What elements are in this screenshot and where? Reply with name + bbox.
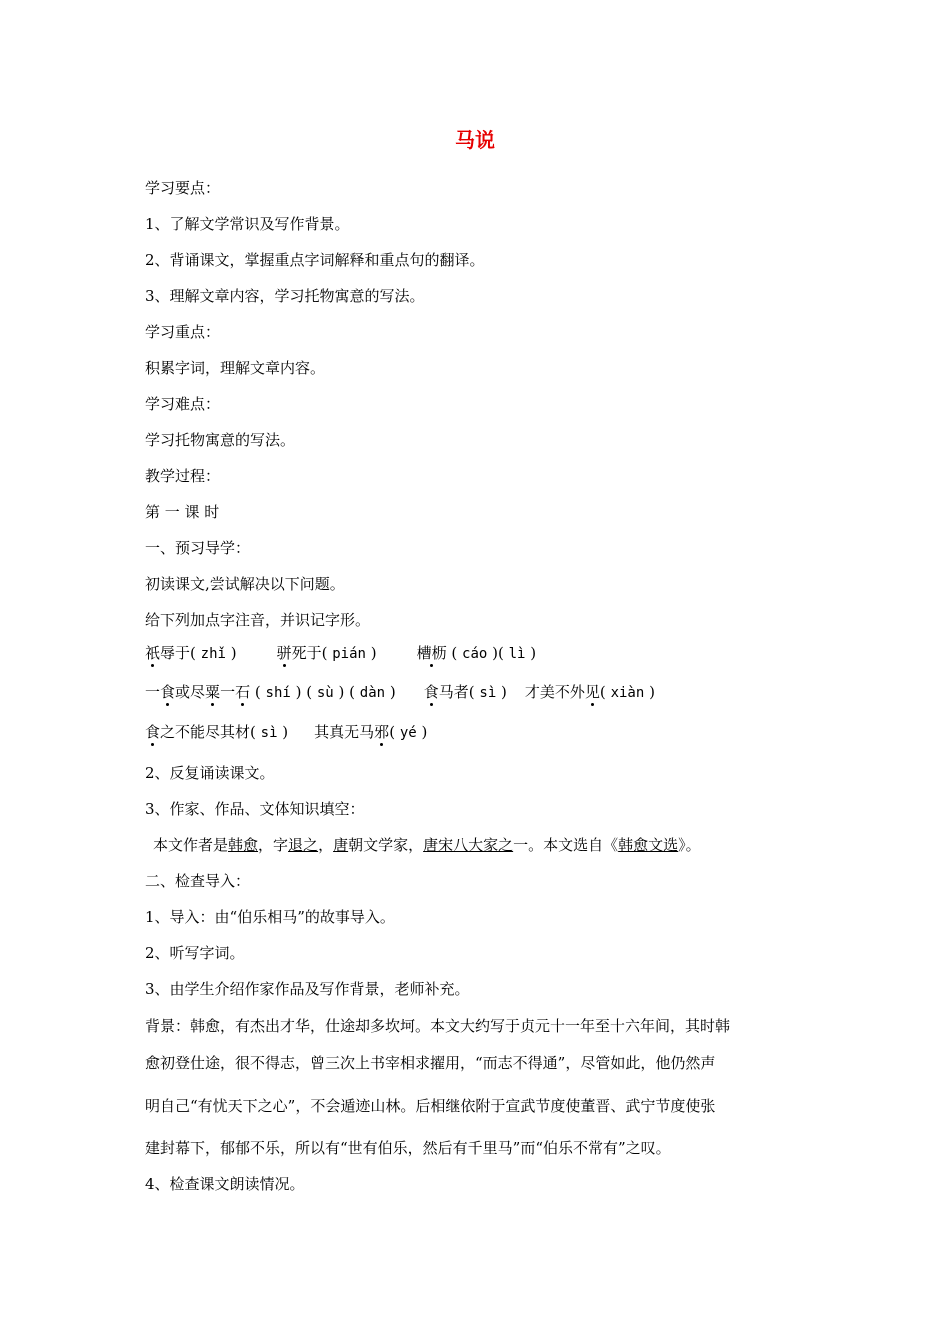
pinyin-group: 食之不能尽其材( sì ) <box>145 723 289 741</box>
background-paragraph: 愈初登仕途，很不得志，曾三次上书宰相求擢用，“而志不得通”，尽管如此，他仍然声 <box>145 1054 716 1072</box>
background-paragraph: 建封幕下，郁郁不乐，所以有“世有伯乐，然后有千里马”而“伯乐不常有”之叹。 <box>145 1139 671 1157</box>
answer-source: 韩愈文选 <box>618 836 679 854</box>
answer-group: 唐宋八大家之 <box>423 836 514 854</box>
list-item: 2、背诵课文，掌握重点字词解释和重点句的翻译。 <box>145 251 485 269</box>
dotted-char: 食 <box>160 683 176 701</box>
list-item: 1、导入：由“伯乐相马”的故事导入。 <box>145 908 395 926</box>
dotted-char: 槽枥 <box>416 644 447 662</box>
paragraph: 初读课文,尝试解决以下问题。 <box>145 575 345 593</box>
pinyin-group: 才美不外见( xiàn ) <box>524 683 655 701</box>
dotted-char: 石 <box>235 683 251 701</box>
dotted-char: 祇 <box>145 644 161 662</box>
list-item: 2、听写字词。 <box>145 944 245 962</box>
lesson-heading: 第 一 课 时 <box>145 503 220 521</box>
section-heading-key-points: 学习要点： <box>145 179 221 197</box>
paragraph: 给下列加点字注音，并识记字形。 <box>145 611 371 629</box>
pinyin-group: 其真无马邪( yé ) <box>314 723 428 741</box>
page-title: 马说 <box>455 128 495 152</box>
answer-author: 韩愈 <box>228 836 259 854</box>
dotted-char: 邪 <box>374 723 390 741</box>
section-heading-process: 教学过程： <box>145 467 221 485</box>
background-paragraph: 明自己“有忧天下之心”，不会遁迹山林。后相继依附于宣武节度使董晋、武宁节度使张 <box>145 1097 716 1115</box>
dotted-char: 粟 <box>205 683 221 701</box>
section-heading-preview: 一、预习导学： <box>145 539 251 557</box>
answer-dynasty: 唐 <box>333 836 349 854</box>
pinyin-group: 食马者( sì ) <box>423 683 507 701</box>
paragraph: 积累字词，理解文章内容。 <box>145 359 326 377</box>
paragraph: 学习托物寓意的写法。 <box>145 431 296 449</box>
list-item: 3、作家、作品、文体知识填空： <box>145 800 365 818</box>
answer-courtesy-name: 退之 <box>288 836 319 854</box>
section-heading-difficulty: 学习难点： <box>145 395 221 413</box>
fill-in-answer: 本文作者是韩愈，字退之，唐朝文学家，唐宋八大家之一。本文选自《韩愈文选》。 <box>153 836 701 854</box>
list-item: 3、由学生介绍作家作品及写作背景，老师补充。 <box>145 980 470 998</box>
dotted-char: 食 <box>423 683 439 701</box>
pinyin-row-1 <box>145 643 536 664</box>
pinyin-row-2 <box>145 682 655 703</box>
list-item: 1、了解文学常识及写作背景。 <box>145 215 350 233</box>
list-item: 3、理解文章内容，学习托物寓意的写法。 <box>145 287 425 305</box>
list-item: 4、检查课文朗读情况。 <box>145 1175 305 1193</box>
list-item: 2、反复诵读课文。 <box>145 764 275 782</box>
pinyin-group: 骈死于( pián ) <box>276 644 377 662</box>
pinyin-group: 祇辱于( zhǐ ) <box>145 644 237 662</box>
section-heading-focus: 学习重点： <box>145 323 221 341</box>
section-heading-check: 二、检查导入： <box>145 872 251 890</box>
pinyin-group: 一食或尽粟一石 ( shí ) ( sù ) ( dàn ) <box>145 683 396 701</box>
dotted-char: 见 <box>584 683 600 701</box>
pinyin-row-3 <box>145 722 427 743</box>
background-paragraph: 背景：韩愈，有杰出才华，仕途却多坎坷。本文大约写于贞元十一年至十六年间，其时韩 <box>145 1017 731 1035</box>
pinyin-group: 槽枥 ( cáo )( lì ) <box>416 644 537 662</box>
dotted-char: 骈 <box>276 644 292 662</box>
dotted-char: 食 <box>145 723 161 741</box>
